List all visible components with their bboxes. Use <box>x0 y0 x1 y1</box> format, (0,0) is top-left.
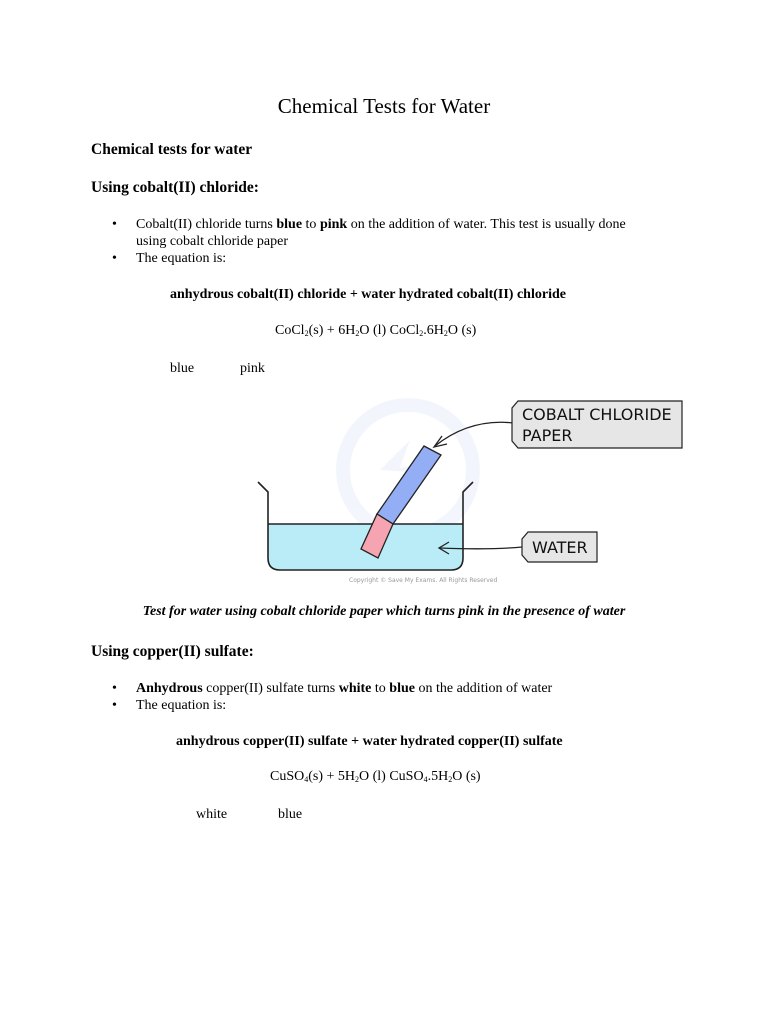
bullet-dot: • <box>112 251 117 266</box>
page-title: Chemical Tests for Water <box>277 94 491 118</box>
formula-part: (s) + 5H <box>308 769 356 784</box>
cobalt-formula-equation <box>275 323 476 339</box>
bullet-text: The equation is: <box>136 698 227 713</box>
bullet-dot: • <box>112 217 117 232</box>
bullet-text: to <box>371 681 390 696</box>
formula-part: CoCl <box>275 323 305 338</box>
bullet-bold-pink: pink <box>319 217 348 232</box>
bullet-bold-blue: blue <box>276 217 303 232</box>
formula-part: .5H <box>427 769 449 784</box>
formula-subscript: 4 <box>423 775 428 784</box>
formula-subscript: 2 <box>443 329 448 338</box>
list-item <box>112 680 696 697</box>
formula-subscript: 2 <box>355 329 360 338</box>
beaker <box>258 482 473 570</box>
copper-color-blue: blue <box>278 807 303 822</box>
formula-part: O (l) CuSO <box>359 769 424 784</box>
paper-label-line2: PAPER <box>522 426 573 445</box>
bullet-dot: • <box>112 681 117 696</box>
copper-formula-equation <box>270 769 481 785</box>
bullet-text: Cobalt(II) chloride turns <box>136 217 277 232</box>
section-heading: Chemical tests for water <box>91 141 253 158</box>
copper-word-equation: anhydrous copper(II) sulfate + water hydrated copper(II) sulfate <box>176 734 563 749</box>
cobalt-heading: Using cobalt(II) chloride: <box>91 179 259 196</box>
formula-part: O (s) <box>447 323 477 338</box>
paper-label-tag <box>512 401 682 448</box>
copper-bullet-list <box>112 680 696 714</box>
bullet-dot: • <box>112 698 117 713</box>
bullet-text: on the addition of water <box>414 681 553 696</box>
bullet-bold-blue: blue <box>389 681 415 696</box>
formula-subscript: 2 <box>355 775 360 784</box>
formula-subscript: 2 <box>304 329 309 338</box>
list-item <box>112 250 696 267</box>
list-item <box>112 697 696 714</box>
formula-part: O (l) CoCl <box>359 323 420 338</box>
bullet-text: copper(II) sulfate turns <box>202 681 339 696</box>
bullet-bold-white: white <box>338 681 372 696</box>
bullet-text: to <box>302 217 320 232</box>
copper-heading: Using copper(II) sulfate: <box>91 643 254 660</box>
water-label: WATER <box>532 538 588 557</box>
cobalt-bullet-list <box>112 216 696 267</box>
diagram-caption: Test for water using cobalt chloride paper which turns pink in the presence of water <box>142 604 626 619</box>
bullet-text-line2: using cobalt chloride paper <box>136 234 289 249</box>
copyright-text: Copyright © Save My Exams. All Rights Reserved <box>349 577 498 584</box>
formula-part: O (s) <box>452 769 481 784</box>
copper-color-white: white <box>196 807 228 822</box>
formula-subscript: 4 <box>304 775 309 784</box>
formula-part: (s) + 6H <box>308 323 356 338</box>
formula-subscript: 2 <box>448 775 453 784</box>
bullet-bold-anhydrous: Anhydrous <box>136 681 203 696</box>
list-item <box>112 216 696 250</box>
formula-part: .6H <box>423 323 444 338</box>
formula-subscript: 2 <box>419 329 424 338</box>
cobalt-color-blue: blue <box>170 361 195 376</box>
bullet-text: The equation is: <box>136 251 227 266</box>
cobalt-color-pink: pink <box>240 361 265 376</box>
formula-part: CuSO <box>270 769 305 784</box>
cobalt-paper-diagram <box>0 390 768 590</box>
water-label-tag <box>522 532 597 562</box>
paper-label-line1: COBALT CHLORIDE <box>522 405 672 424</box>
bullet-text: on the addition of water. This test is usually done <box>347 217 626 232</box>
cobalt-word-equation: anhydrous cobalt(II) chloride + water hydrated cobalt(II) chloride <box>170 287 566 302</box>
